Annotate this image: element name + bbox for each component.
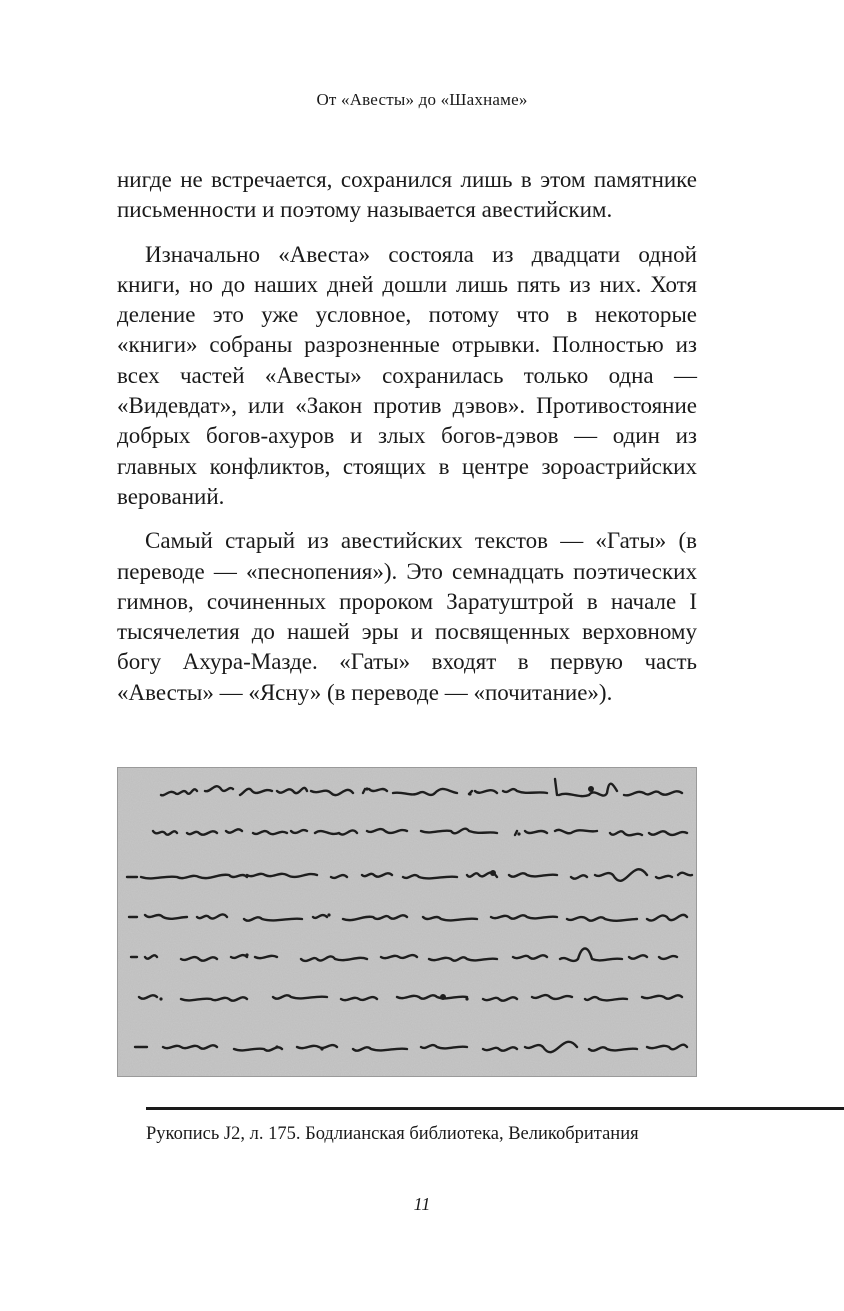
running-head: От «Авесты» до «Шахнаме» bbox=[316, 90, 528, 109]
paragraph-1: нигде не встречается, сохранился лишь в этом памятнике письменности и поэтому называется авестийским. bbox=[117, 167, 697, 223]
paragraph-3: Самый старый из авестийских текстов — «Гаты» (в переводе — «песнопения»). Это семнадцать поэтических гимнов, сочиненных пророком Заратуштрой в начале I тысячелетия до нашей эры и посвященных верховному богу Ахура-Мазде. «Гаты» входят в первую часть «Авесты» — «Ясну» (в переводе — «почитание»). bbox=[117, 528, 697, 705]
manuscript-script-drawing bbox=[117, 767, 697, 1077]
page-number: 11 bbox=[413, 1194, 431, 1214]
caption-rule bbox=[146, 1107, 844, 1110]
figure-caption: Рукопись J2, л. 175. Бодлианская библиотека, Великобритания bbox=[146, 1124, 639, 1144]
paragraph-2: Изначально «Авеста» состояла из двадцати одной книги, но до наших дней дошли лишь пять из них. Хотя деление это уже условное, потому что в некоторые «книги» собраны разрозненные отрывки. Полностью из всех частей «Авесты» сохранилась только одна — «Видевдат», или «Закон против дэвов». Противостояние добрых богов-ахуров и злых богов-дэвов — один из главных конфликтов, стоящих в центре зороастрийских верований. bbox=[117, 241, 697, 509]
manuscript-image bbox=[117, 767, 697, 1077]
body-text bbox=[117, 165, 697, 722]
